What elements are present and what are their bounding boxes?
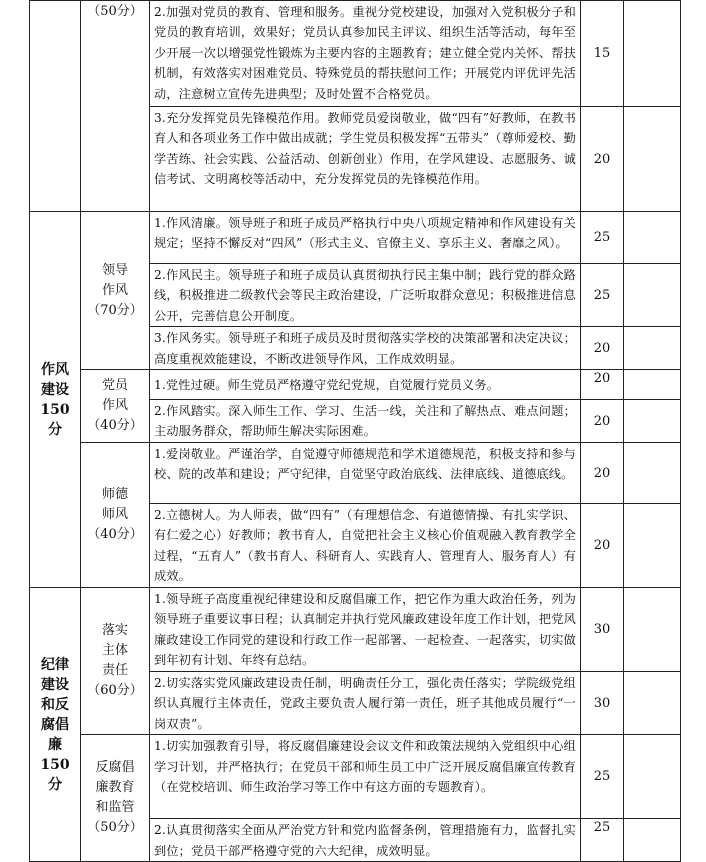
blank-cell [624, 400, 681, 443]
category-line: 建设 [41, 676, 69, 693]
category-cell-empty [30, 1, 81, 212]
category-line: 分 [48, 421, 62, 438]
score-cell: 30 [581, 588, 624, 672]
score-cell: 15 [581, 1, 624, 107]
score-cell: 20 [581, 327, 624, 370]
subgroup-label-line: 作风 [101, 282, 128, 298]
evaluation-table [29, 0, 681, 862]
subgroup-label-cell [81, 212, 150, 370]
subgroup-label-cell [81, 735, 150, 862]
subgroup-label-line: 落实 [101, 623, 128, 639]
score-cell: 20 [581, 443, 624, 504]
blank-cell [624, 588, 681, 672]
table-row [30, 735, 681, 819]
table-row [30, 443, 681, 504]
subgroup-label-line: 领导 [101, 262, 128, 278]
category-line: 腐倡 [41, 716, 69, 733]
blank-cell [624, 264, 681, 327]
subgroup-label-cell [81, 443, 150, 588]
criteria-text: 1.领导班子高度重视纪律建设和反腐倡廉工作，把它作为重大政治任务，列为领导班子重要议事日程；认真制定并执行党风廉政建设年度工作计划，把党风廉政建设工作同党的建设和行政工作一起部署、一起检查、一起落实，切实做到年初有计划、年终有总结。 [150, 588, 581, 672]
category-line: 廉 [48, 736, 62, 753]
blank-cell [624, 735, 681, 819]
criteria-text: 1.切实加强教育引导，将反腐倡廉建设会议文件和政策法规纳入党组织中心组学习计划，并严格执行；在党员干部和师生员工中广泛开展反腐倡廉宣传教育（在党校培训、师生政治学习等工作中有这方面的专题教育）。 [150, 735, 581, 819]
subgroup-label-line: 廉教育 [95, 780, 135, 796]
category-line: 建设 [41, 381, 69, 398]
criteria-text: 1.作风清廉。领导班子和班子成员严格执行中央八项规定精神和作风建设有关规定；坚持不懈反对“四风”（形式主义、官僚主义、享乐主义、奢靡之风）。 [150, 212, 581, 264]
score-cell: 20 [581, 504, 624, 588]
subgroup-label-line: 党员 [101, 378, 128, 394]
subgroup-label-line: 主体 [101, 643, 128, 659]
blank-cell [624, 672, 681, 735]
criteria-text: 2.作风民主。领导班子和班子成员认真贯彻执行民主集中制；践行党的群众路线，积极推进二级教代会等民主政治建设，广泛听取群众意见；积极推进信息公开，完善信息公开制度。 [150, 264, 581, 327]
blank-cell [624, 1, 681, 107]
criteria-text: 3.作风务实。领导班子和班子成员及时贯彻落实学校的决策部署和决定决议；高度重视效能建设，不断改进领导作风，工作成效明显。 [150, 327, 581, 370]
score-cell: 25 [581, 819, 624, 862]
criteria-text: 2.认真贯彻落实全面从严治党方针和党内监督条例，管理措施有力，监督扎实到位；党员干部严格遵守党的六大纪律，成效明显。 [150, 819, 581, 862]
subgroup-label-line: （40分） [87, 418, 143, 434]
subgroup-label-line: 反腐倡 [95, 760, 135, 776]
blank-cell [624, 504, 681, 588]
subgroup-label-cell [81, 370, 150, 443]
score-cell: 30 [581, 672, 624, 735]
table-row [30, 370, 681, 400]
score-cell: 20 [581, 370, 624, 400]
table-row [30, 588, 681, 672]
category-line: 作风 [41, 361, 69, 378]
criteria-text: 3.充分发挥党员先锋模范作用。教师党员爱岗敬业，做“四有”好教师，在教书育人和各项业务工作中做出成就；学生党员积极发挥“五带头”（尊师爱校、勤学苦练、社会实践、公益活动、创新创业）作用，在学风建设、志愿服务、诚信考试、文明离校等活动中，充分发挥党员的先锋模范作用。 [150, 107, 581, 212]
score-cell: 25 [581, 264, 624, 327]
category-line: 纪律 [41, 656, 69, 673]
criteria-text: 1.党性过硬。师生党员严格遵守党纪党规，自觉履行党员义务。 [150, 370, 581, 400]
blank-cell [624, 327, 681, 370]
subgroup-label-line: （50分） [87, 4, 143, 19]
category-line: 和反 [41, 696, 69, 713]
subgroup-label-cell [81, 588, 150, 735]
subgroup-label-line: （50分） [87, 820, 143, 836]
score-cell: 25 [581, 212, 624, 264]
blank-cell [624, 370, 681, 400]
subgroup-label-line: 师德 [101, 487, 128, 503]
category-line: 分 [48, 776, 62, 793]
subgroup-label-line: 和监管 [95, 800, 135, 816]
score-cell: 25 [581, 735, 624, 819]
blank-cell [624, 212, 681, 264]
subgroup-label-line: （70分） [87, 302, 143, 318]
category-line: 150 [40, 756, 70, 773]
criteria-text: 2.切实落实党风廉政建设责任制，明确责任分工，强化责任落实；学院级党组织认真履行主体责任，党政主要负责人履行第一责任，班子其他成员履行“一岗双责”。 [150, 672, 581, 735]
criteria-text: 2.立德树人。为人师表，做“四有”（有理想信念、有道德情操、有扎实学识、有仁爱之心）好教师；教书育人，自觉把社会主义核心价值观融入教育教学全过程，“五育人”（教书育人、科研育人、实践育人、管理育人、服务育人）有成效。 [150, 504, 581, 588]
subgroup-label-line: 作风 [101, 398, 128, 414]
subgroup-label-line: 责任 [101, 663, 128, 679]
subgroup-label-line: 师风 [101, 507, 128, 523]
category-cell [30, 212, 81, 588]
table-row [30, 1, 681, 107]
subgroup-label-line: （40分） [87, 527, 143, 543]
subgroup-label-line: （60分） [87, 683, 143, 699]
table-row [30, 212, 681, 264]
criteria-text: 2.作风踏实。深入师生工作、学习、生活一线，关注和了解热点、难点问题；主动服务群众，帮助师生解决实际困难。 [150, 400, 581, 443]
blank-cell [624, 443, 681, 504]
criteria-text: 1.爱岗敬业。严谨治学，自觉遵守师德规范和学术道德规范，积极支持和参与校、院的改革和建设；严守纪律，自觉坚守政治底线、法律底线、道德底线。 [150, 443, 581, 504]
criteria-text: 2.加强对党员的教育、管理和服务。重视分党校建设，加强对入党积极分子和党员的教育培训，效果好；党员认真参加民主评议、组织生活等活动，每年至少开展一次以增强党性锻炼为主要内容的主题教育；建立健全党内关怀、帮扶机制，有效落实对困难党员、特殊党员的帮扶慰问工作；开展党内评优评先活动，注意树立宣传先进典型；及时处置不合格党员。 [150, 1, 581, 107]
category-line: 150 [40, 401, 70, 418]
score-cell: 20 [581, 400, 624, 443]
score-cell: 20 [581, 107, 624, 212]
category-cell [30, 588, 81, 862]
subgroup-label-cell [81, 1, 150, 212]
blank-cell [624, 819, 681, 862]
blank-cell [624, 107, 681, 212]
